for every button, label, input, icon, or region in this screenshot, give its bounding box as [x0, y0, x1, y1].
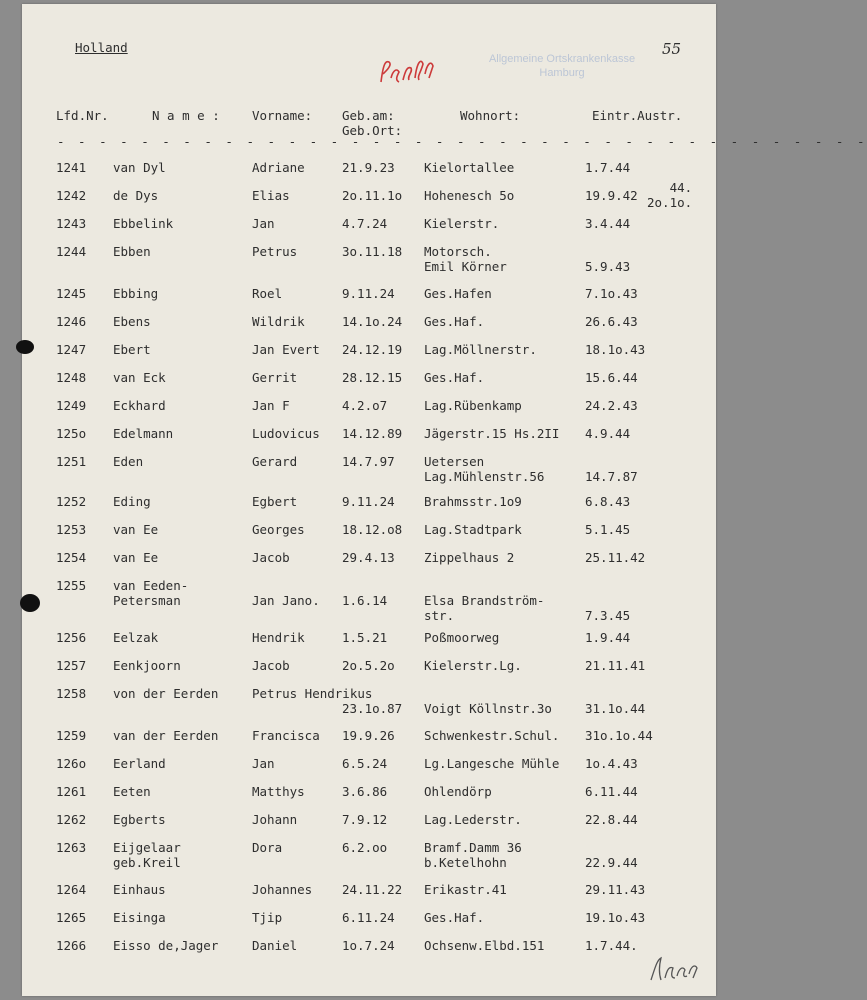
surname-cell: van Eck	[113, 370, 166, 385]
org-stamp	[482, 52, 642, 80]
entry-date-cell: 4.9.44	[585, 426, 631, 441]
row-number-cell: 1251	[56, 454, 87, 469]
document-page	[22, 4, 867, 996]
row-number-cell: 126o	[56, 756, 87, 771]
birth-date-cell: 14.1o.24	[342, 314, 403, 329]
birth-date-cell: 6.11.24	[342, 910, 395, 925]
table-row	[22, 756, 716, 786]
surname-cell: Ebbelink	[113, 216, 174, 231]
col-header-name: N a m e :	[152, 108, 220, 123]
residence-cell: Zippelhaus 2	[424, 550, 515, 565]
first-name-cell: Daniel	[252, 938, 298, 953]
table-row	[22, 784, 716, 814]
residence-cell: Erikastr.41	[424, 882, 507, 897]
residence-cell: Lag.Möllnerstr.	[424, 342, 537, 357]
handwritten-mark	[647, 950, 703, 986]
col-header-geb: Geb.am: Geb.Ort:	[342, 108, 403, 138]
ink-blot	[20, 594, 40, 612]
entry-date-cell: 7.1o.43	[585, 286, 638, 301]
entry-date-cell: 31o.1o.44	[585, 728, 653, 743]
surname-cell: Ebben	[113, 244, 151, 259]
residence-cell: Ochsenw.Elbd.151	[424, 938, 545, 953]
table-row	[22, 882, 716, 912]
col-header-nr: Lfd.Nr.	[56, 108, 109, 123]
row-number-cell: 1266	[56, 938, 87, 953]
surname-cell: Eijgelaar geb.Kreil	[113, 840, 181, 870]
row-number-cell: 1248	[56, 370, 87, 385]
birth-date-cell: 14.12.89	[342, 426, 403, 441]
table-row	[22, 180, 716, 218]
residence-cell: Ges.Hafen	[424, 286, 492, 301]
surname-cell: van Ee	[113, 550, 159, 565]
surname-cell: de Dys	[113, 188, 159, 203]
entry-date-cell: 19.1o.43	[585, 910, 646, 925]
row-number-cell: 125o	[56, 426, 87, 441]
surname-cell: Eelzak	[113, 630, 159, 645]
first-name-cell: Elias	[252, 188, 290, 203]
first-name-cell: Gerrit	[252, 370, 298, 385]
entry-date-cell: 15.6.44	[585, 370, 638, 385]
residence-cell: Motorsch. Emil Körner	[424, 244, 507, 274]
residence-cell: Bramf.Damm 36 b.Ketelhohn	[424, 840, 522, 870]
residence-cell: Lag.Rübenkamp	[424, 398, 522, 413]
residence-cell: Lag.Lederstr.	[424, 812, 522, 827]
entry-date-cell: 1.7.44.	[585, 938, 638, 953]
first-name-cell: Wildrik	[252, 314, 305, 329]
table-row	[22, 342, 716, 372]
surname-cell: Eding	[113, 494, 151, 509]
birth-date-cell: 18.12.o8	[342, 522, 403, 537]
birth-date-cell: 21.9.23	[342, 160, 395, 175]
birth-date-cell: 24.11.22	[342, 882, 403, 897]
entry-date-cell: 24.2.43	[585, 398, 638, 413]
first-name-cell: Jan Jano.	[252, 593, 320, 608]
col-header-eintr-austr: Eintr.Austr.	[592, 108, 683, 123]
surname-cell: Eisinga	[113, 910, 166, 925]
row-number-cell: 1253	[56, 522, 87, 537]
birth-date-cell: 9.11.24	[342, 286, 395, 301]
table-row	[22, 630, 716, 660]
birth-date-cell: 1.5.21	[342, 630, 388, 645]
entry-date-cell: 29.11.43	[585, 882, 646, 897]
entry-date-cell: 26.6.43	[585, 314, 638, 329]
table-row	[22, 812, 716, 842]
entry-date-cell: 18.1o.43	[585, 342, 646, 357]
birth-date-cell: 29.4.13	[342, 550, 395, 565]
first-name-cell: Jacob	[252, 550, 290, 565]
row-number-cell: 1259	[56, 728, 87, 743]
surname-cell: Edelmann	[113, 426, 174, 441]
first-name-cell: Francisca	[252, 728, 320, 743]
header-divider: - - - - - - - - - - - - - - - - - - - - - - - - - - - - - - - - - - - - - - -	[57, 134, 867, 149]
row-number-cell: 1245	[56, 286, 87, 301]
col-header-vorname: Vorname:	[252, 108, 313, 123]
table-row	[22, 658, 716, 688]
first-name-cell: Petrus	[252, 244, 298, 259]
table-row	[22, 426, 716, 456]
entry-date-cell: 6.8.43	[585, 494, 631, 509]
table-row	[22, 314, 716, 344]
exit-date-cell: 44. 2o.1o.	[647, 180, 693, 210]
birth-date-cell: 14.7.97	[342, 454, 395, 469]
row-number-cell: 1244	[56, 244, 87, 259]
table-row	[22, 550, 716, 580]
first-name-cell: Egbert	[252, 494, 298, 509]
birth-date-cell: 23.1o.87	[342, 701, 403, 716]
surname-cell: Eenkjoorn	[113, 658, 181, 673]
row-number-cell: 1262	[56, 812, 87, 827]
birth-date-cell: 2o.11.1o	[342, 188, 403, 203]
entry-date-cell: 14.7.87	[585, 469, 638, 484]
residence-cell: Uetersen Lag.Mühlenstr.56	[424, 454, 545, 484]
entry-date-cell: 5.9.43	[585, 259, 631, 274]
entry-date-cell: 22.8.44	[585, 812, 638, 827]
table-row	[22, 686, 716, 716]
residence-cell: Brahmsstr.1o9	[424, 494, 522, 509]
table-row	[22, 840, 716, 870]
birth-date-cell: 3.6.86	[342, 784, 388, 799]
table-row	[22, 938, 716, 968]
first-name-cell: Johann	[252, 812, 298, 827]
birth-date-cell: 4.7.24	[342, 216, 388, 231]
first-name-cell: Johannes	[252, 882, 313, 897]
first-name-cell: Jan Evert	[252, 342, 320, 357]
birth-date-cell: 1.6.14	[342, 593, 388, 608]
entry-date-cell: 25.11.42	[585, 550, 646, 565]
residence-cell: Ges.Haf.	[424, 910, 485, 925]
ink-blot	[16, 340, 34, 354]
residence-cell: Voigt Köllnstr.3o	[424, 701, 552, 716]
row-number-cell: 1257	[56, 658, 87, 673]
residence-cell: Lg.Langesche Mühle	[424, 756, 560, 771]
surname-cell: Eerland	[113, 756, 166, 771]
entry-date-cell: 1.9.44	[585, 630, 631, 645]
page-title: Holland	[75, 40, 128, 55]
birth-date-cell: 7.9.12	[342, 812, 388, 827]
surname-cell: Ebens	[113, 314, 151, 329]
surname-cell: van Ee	[113, 522, 159, 537]
surname-cell: van Dyl	[113, 160, 166, 175]
row-number-cell: 1246	[56, 314, 87, 329]
birth-date-cell: 9.11.24	[342, 494, 395, 509]
first-name-cell: Dora	[252, 840, 283, 855]
entry-date-cell: 1o.4.43	[585, 756, 638, 771]
first-name-cell: Ludovicus	[252, 426, 320, 441]
first-name-cell: Tjip	[252, 910, 283, 925]
row-number-cell: 1264	[56, 882, 87, 897]
residence-cell: Poßmoorweg	[424, 630, 500, 645]
birth-date-cell: 24.12.19	[342, 342, 403, 357]
entry-date-cell: 19.9.42	[585, 188, 638, 203]
residence-cell: Ges.Haf.	[424, 314, 485, 329]
first-name-cell: Roel	[252, 286, 283, 301]
residence-cell: Kielortallee	[424, 160, 515, 175]
residence-cell: Hohenesch 5o	[424, 188, 515, 203]
first-name-cell: Jan	[252, 756, 275, 771]
table-row	[22, 578, 716, 623]
row-number-cell: 1241	[56, 160, 87, 175]
table-row	[22, 370, 716, 400]
first-name-cell: Hendrik	[252, 630, 305, 645]
residence-cell: Schwenkestr.Schul.	[424, 728, 560, 743]
birth-date-cell: 3o.11.18	[342, 244, 403, 259]
residence-cell: Kielerstr.Lg.	[424, 658, 522, 673]
surname-cell: Eckhard	[113, 398, 166, 413]
row-number-cell: 1243	[56, 216, 87, 231]
first-name-cell: Adriane	[252, 160, 305, 175]
birth-date-cell: 28.12.15	[342, 370, 403, 385]
table-row	[22, 728, 716, 758]
first-name-cell: Jan F	[252, 398, 290, 413]
stamp-line-1: Allgemeine Ortskrankenkasse	[488, 53, 636, 65]
red-signature	[377, 52, 437, 88]
birth-date-cell: 19.9.26	[342, 728, 395, 743]
row-number-cell: 1256	[56, 630, 87, 645]
first-name-cell: Matthys	[252, 784, 305, 799]
entry-date-cell: 31.1o.44	[585, 701, 646, 716]
residence-cell: Elsa Brandström- str.	[424, 593, 545, 623]
surname-cell: van Eeden- Petersman	[113, 578, 189, 608]
table-row	[22, 216, 716, 246]
table-row	[22, 522, 716, 552]
birth-date-cell: 2o.5.2o	[342, 658, 395, 673]
surname-cell: van der Eerden	[113, 728, 219, 743]
first-name-cell: Jacob	[252, 658, 290, 673]
entry-date-cell: 6.11.44	[585, 784, 638, 799]
surname-cell: Ebbing	[113, 286, 159, 301]
row-number-cell: 1263	[56, 840, 87, 855]
stamp-line-2: Hamburg	[539, 67, 585, 79]
col-header-wohnort: Wohnort:	[460, 108, 521, 123]
surname-cell: Egberts	[113, 812, 166, 827]
entry-date-cell: 1.7.44	[585, 160, 631, 175]
residence-cell: Lag.Stadtpark	[424, 522, 522, 537]
table-row	[22, 494, 716, 524]
table-row	[22, 398, 716, 428]
residence-cell: Jägerstr.15 Hs.2II	[424, 426, 560, 441]
birth-date-cell: 1o.7.24	[342, 938, 395, 953]
row-number-cell: 1258	[56, 686, 87, 701]
row-number-cell: 1255	[56, 578, 87, 593]
residence-cell: Ohlendörp	[424, 784, 492, 799]
surname-cell: Einhaus	[113, 882, 166, 897]
first-name-cell: Jan	[252, 216, 275, 231]
first-name-cell: Petrus Hendrikus	[252, 686, 373, 701]
entry-date-cell: 7.3.45	[585, 608, 631, 623]
surname-cell: Ebert	[113, 342, 151, 357]
row-number-cell: 1261	[56, 784, 87, 799]
row-number-cell: 1247	[56, 342, 87, 357]
birth-date-cell: 6.2.oo	[342, 840, 388, 855]
birth-date-cell: 4.2.o7	[342, 398, 388, 413]
row-number-cell: 1252	[56, 494, 87, 509]
surname-cell: Eden	[113, 454, 144, 469]
row-number-cell: 1265	[56, 910, 87, 925]
table-row	[22, 910, 716, 940]
surname-cell: Eisso de,Jager	[113, 938, 219, 953]
table-row	[22, 286, 716, 316]
first-name-cell: Georges	[252, 522, 305, 537]
first-name-cell: Gerard	[252, 454, 298, 469]
table-row	[22, 454, 716, 484]
entry-date-cell: 22.9.44	[585, 855, 638, 870]
entry-date-cell: 3.4.44	[585, 216, 631, 231]
birth-date-cell: 6.5.24	[342, 756, 388, 771]
table-row	[22, 244, 716, 274]
surname-cell: von der Eerden	[113, 686, 219, 701]
row-number-cell: 1254	[56, 550, 87, 565]
row-number-cell: 1242	[56, 188, 87, 203]
residence-cell: Kielerstr.	[424, 216, 500, 231]
page-number: 55	[662, 40, 682, 58]
entry-date-cell: 5.1.45	[585, 522, 631, 537]
entry-date-cell: 21.11.41	[585, 658, 646, 673]
surname-cell: Eeten	[113, 784, 151, 799]
row-number-cell: 1249	[56, 398, 87, 413]
residence-cell: Ges.Haf.	[424, 370, 485, 385]
table-row	[22, 160, 716, 190]
